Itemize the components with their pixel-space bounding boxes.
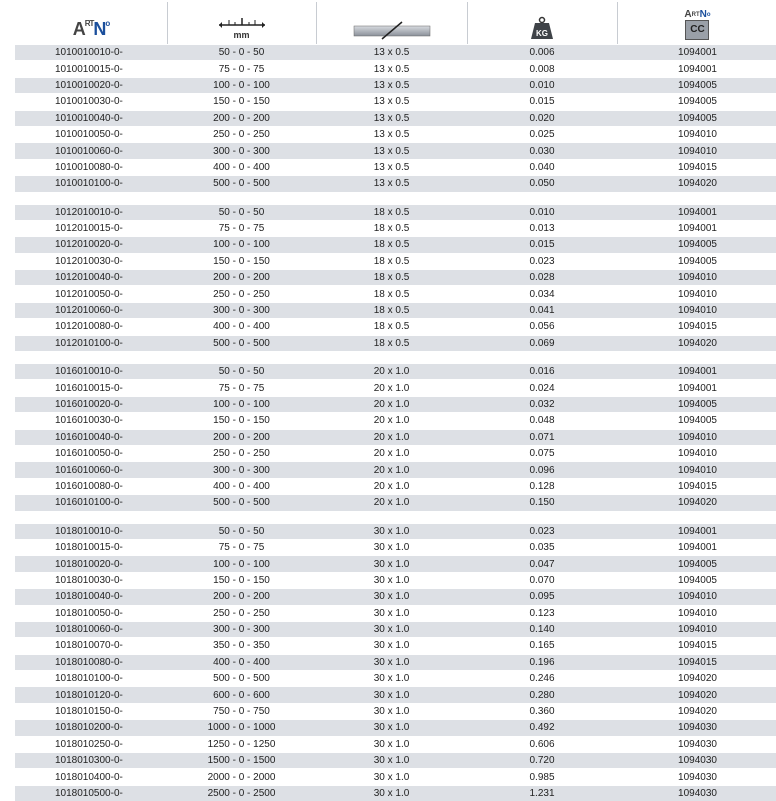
header-accessory-number [617, 0, 776, 45]
weight-cell: 0.069 [467, 335, 617, 351]
weight-cell: 0.041 [467, 302, 617, 318]
cross-section-cell: 30 x 1.0 [316, 671, 467, 687]
article-number-cell: 1010010060-0- [15, 143, 167, 159]
article-number-cell: 1010010015-0- [15, 61, 167, 77]
cross-section-cell: 20 x 1.0 [316, 364, 467, 380]
cross-section-cell: 20 x 1.0 [316, 478, 467, 494]
article-number-cell: 1016010050-0- [15, 445, 167, 461]
accessory-number-cell: 1094001 [617, 380, 776, 396]
table-row [15, 335, 776, 351]
scale-range-cell: 50 - 0 - 50 [167, 523, 316, 539]
article-number-cell: 1012010010-0- [15, 204, 167, 220]
header-cross-section [316, 0, 467, 45]
weight-cell: 0.025 [467, 126, 617, 142]
group-separator [15, 351, 776, 364]
table-row [15, 753, 776, 769]
article-number-cell: 1012010100-0- [15, 335, 167, 351]
article-number-cell: 1018010100-0- [15, 671, 167, 687]
accessory-number-cell: 1094005 [617, 413, 776, 429]
scale-range-cell: 1500 - 0 - 1500 [167, 753, 316, 769]
table-row [15, 237, 776, 253]
article-number-cell: 1018010120-0- [15, 687, 167, 703]
weight-cell: 0.048 [467, 413, 617, 429]
accessory-number-cell: 1094010 [617, 143, 776, 159]
weight-cell: 0.075 [467, 445, 617, 461]
table-row [15, 572, 776, 588]
weight-cell: 0.023 [467, 253, 617, 269]
weight-cell: 0.030 [467, 143, 617, 159]
table-row [15, 94, 776, 110]
cross-section-cell: 30 x 1.0 [316, 605, 467, 621]
accessory-number-cell: 1094005 [617, 556, 776, 572]
article-number-cell: 1012010030-0- [15, 253, 167, 269]
scale-range-cell: 100 - 0 - 100 [167, 77, 316, 93]
cross-section-cell: 30 x 1.0 [316, 736, 467, 752]
cross-section-cell: 18 x 0.5 [316, 237, 467, 253]
scale-range-cell: 100 - 0 - 100 [167, 237, 316, 253]
accessory-number-cell: 1094015 [617, 159, 776, 175]
article-number-cell: 1012010060-0- [15, 302, 167, 318]
cross-section-cell: 13 x 0.5 [316, 143, 467, 159]
cross-section-cell: 30 x 1.0 [316, 589, 467, 605]
weight-cell: 0.020 [467, 110, 617, 126]
scale-range-cell: 75 - 0 - 75 [167, 539, 316, 555]
accessory-number-cell: 1094010 [617, 429, 776, 445]
article-number-cell: 1018010020-0- [15, 556, 167, 572]
accessory-number-cell: 1094020 [617, 335, 776, 351]
article-number-cell: 1012010050-0- [15, 286, 167, 302]
article-number-cell: 1018010060-0- [15, 621, 167, 637]
cross-section-cell: 30 x 1.0 [316, 720, 467, 736]
article-number-cell: 1018010400-0- [15, 769, 167, 785]
accessory-number-cell: 1094030 [617, 753, 776, 769]
accessory-number-cell: 1094005 [617, 110, 776, 126]
scale-range-cell: 50 - 0 - 50 [167, 204, 316, 220]
accessory-number-cell: 1094005 [617, 237, 776, 253]
table-row [15, 413, 776, 429]
weight-cell: 0.150 [467, 495, 617, 511]
article-number-cell: 1010010080-0- [15, 159, 167, 175]
group-separator [15, 511, 776, 524]
article-number-cell: 1016010030-0- [15, 413, 167, 429]
article-number-cell: 1018010050-0- [15, 605, 167, 621]
accessory-number-cell: 1094030 [617, 736, 776, 752]
cross-section-cell: 20 x 1.0 [316, 396, 467, 412]
scale-range-cell: 75 - 0 - 75 [167, 61, 316, 77]
table-row [15, 380, 776, 396]
article-number-cell: 1010010010-0- [15, 45, 167, 61]
table-row [15, 302, 776, 318]
accessory-number-cell: 1094020 [617, 671, 776, 687]
header-row [15, 0, 776, 45]
cross-section-cell: 30 x 1.0 [316, 785, 467, 801]
unit-label: mm [233, 30, 249, 40]
table-row [15, 720, 776, 736]
cross-section-cell: 30 x 1.0 [316, 703, 467, 719]
scale-range-cell: 2500 - 0 - 2500 [167, 785, 316, 801]
accessory-number-icon: $A^{RT}N^o$ CC [684, 10, 710, 40]
table-row [15, 204, 776, 220]
weight-cell: 0.034 [467, 286, 617, 302]
cross-section-cell: 18 x 0.5 [316, 220, 467, 236]
table-row [15, 126, 776, 142]
table-row [15, 61, 776, 77]
header-weight [467, 0, 617, 45]
cross-section-cell: 30 x 1.0 [316, 687, 467, 703]
table-row [15, 77, 776, 93]
table-row [15, 176, 776, 192]
accessory-number-cell: 1094015 [617, 478, 776, 494]
article-number-cell: 1018010300-0- [15, 753, 167, 769]
scale-range-cell: 400 - 0 - 400 [167, 319, 316, 335]
cross-section-cell: 13 x 0.5 [316, 45, 467, 61]
weight-cell: 0.196 [467, 654, 617, 670]
table-row [15, 539, 776, 555]
accessory-number-cell: 1094010 [617, 621, 776, 637]
weight-cell: 0.360 [467, 703, 617, 719]
weight-cell: 0.280 [467, 687, 617, 703]
accessory-number-cell: 1094030 [617, 769, 776, 785]
article-number-cell: 1012010080-0- [15, 319, 167, 335]
scale-range-cell: 200 - 0 - 200 [167, 589, 316, 605]
weight-cell: 0.035 [467, 539, 617, 555]
cross-section-cell: 30 x 1.0 [316, 539, 467, 555]
table-row [15, 495, 776, 511]
table-row [15, 396, 776, 412]
cross-section-cell: 18 x 0.5 [316, 286, 467, 302]
cross-section-cell: 20 x 1.0 [316, 495, 467, 511]
scale-range-cell: 500 - 0 - 500 [167, 335, 316, 351]
weight-cell: 0.985 [467, 769, 617, 785]
table-row [15, 429, 776, 445]
table-row [15, 445, 776, 461]
scale-range-cell: 2000 - 0 - 2000 [167, 769, 316, 785]
scale-range-cell: 1000 - 0 - 1000 [167, 720, 316, 736]
cross-section-cell: 30 x 1.0 [316, 556, 467, 572]
accessory-number-cell: 1094005 [617, 572, 776, 588]
separator-cell [15, 511, 776, 524]
cross-section-cell: 18 x 0.5 [316, 253, 467, 269]
table-row [15, 286, 776, 302]
accessory-number-cell: 1094015 [617, 638, 776, 654]
accessory-number-cell: 1094030 [617, 785, 776, 801]
scale-range-cell: 50 - 0 - 50 [167, 364, 316, 380]
accessory-number-cell: 1094001 [617, 204, 776, 220]
scale-range-cell: 200 - 0 - 200 [167, 110, 316, 126]
table-row [15, 319, 776, 335]
weight-cell: 0.015 [467, 237, 617, 253]
cross-section-cell: 20 x 1.0 [316, 380, 467, 396]
article-number-cell: 1012010015-0- [15, 220, 167, 236]
cross-section-cell: 13 x 0.5 [316, 110, 467, 126]
tape-section-icon [352, 20, 432, 40]
scale-range-cell: 200 - 0 - 200 [167, 270, 316, 286]
svg-text:KG: KG [536, 29, 548, 38]
scale-range-cell: 75 - 0 - 75 [167, 380, 316, 396]
scale-range-cell: 250 - 0 - 250 [167, 605, 316, 621]
cross-section-cell: 30 x 1.0 [316, 523, 467, 539]
scale-range-cell: 350 - 0 - 350 [167, 638, 316, 654]
weight-cell: 0.140 [467, 621, 617, 637]
accessory-number-cell: 1094010 [617, 445, 776, 461]
header-article-number [15, 0, 167, 45]
article-number-cell: 1012010020-0- [15, 237, 167, 253]
cross-section-cell: 18 x 0.5 [316, 319, 467, 335]
scale-range-cell: 250 - 0 - 250 [167, 126, 316, 142]
weight-cell: 0.016 [467, 364, 617, 380]
weight-cell: 0.096 [467, 462, 617, 478]
table-row [15, 769, 776, 785]
accessory-number-cell: 1094020 [617, 703, 776, 719]
accessory-number-cell: 1094001 [617, 61, 776, 77]
weight-cell: 0.015 [467, 94, 617, 110]
table-row [15, 556, 776, 572]
cross-section-cell: 13 x 0.5 [316, 77, 467, 93]
table-row [15, 159, 776, 175]
article-number-cell: 1018010070-0- [15, 638, 167, 654]
accessory-number-cell: 1094020 [617, 687, 776, 703]
accessory-number-cell: 1094005 [617, 253, 776, 269]
scale-range-cell: 500 - 0 - 500 [167, 176, 316, 192]
accessory-number-cell: 1094015 [617, 654, 776, 670]
weight-cell: 0.013 [467, 220, 617, 236]
article-number-cell: 1016010100-0- [15, 495, 167, 511]
scale-range-cell: 400 - 0 - 400 [167, 159, 316, 175]
accessory-number-cell: 1094030 [617, 720, 776, 736]
weight-cell: 0.165 [467, 638, 617, 654]
cross-section-cell: 13 x 0.5 [316, 61, 467, 77]
weight-cell: 0.010 [467, 204, 617, 220]
weight-kg-icon [529, 16, 555, 40]
table-row [15, 478, 776, 494]
table-body [15, 45, 776, 801]
spec-table [15, 0, 776, 801]
article-number-cell: 1010010020-0- [15, 77, 167, 93]
table-row [15, 143, 776, 159]
table-row [15, 45, 776, 61]
cross-section-cell: 18 x 0.5 [316, 335, 467, 351]
cross-section-cell: 13 x 0.5 [316, 126, 467, 142]
scale-range-cell: 250 - 0 - 250 [167, 445, 316, 461]
table-row [15, 605, 776, 621]
separator-cell [15, 192, 776, 205]
weight-cell: 0.028 [467, 270, 617, 286]
cross-section-cell: 18 x 0.5 [316, 302, 467, 318]
weight-cell: 0.246 [467, 671, 617, 687]
article-number-cell: 1010010030-0- [15, 94, 167, 110]
article-number-icon: $A^{RT}N^o$ [73, 19, 110, 40]
accessory-number-cell: 1094010 [617, 302, 776, 318]
header-scale-range [167, 0, 316, 45]
accessory-number-cell: 1094020 [617, 176, 776, 192]
article-number-cell: 1016010015-0- [15, 380, 167, 396]
cross-section-cell: 20 x 1.0 [316, 445, 467, 461]
scale-range-cell: 1250 - 0 - 1250 [167, 736, 316, 752]
scale-range-cell: 300 - 0 - 300 [167, 621, 316, 637]
accessory-number-cell: 1094005 [617, 396, 776, 412]
cross-section-cell: 30 x 1.0 [316, 654, 467, 670]
scale-range-cell: 50 - 0 - 50 [167, 45, 316, 61]
scale-range-cell: 100 - 0 - 100 [167, 556, 316, 572]
accessory-number-cell: 1094001 [617, 523, 776, 539]
scale-range-cell: 150 - 0 - 150 [167, 413, 316, 429]
weight-cell: 0.123 [467, 605, 617, 621]
cross-section-cell: 20 x 1.0 [316, 429, 467, 445]
weight-cell: 0.070 [467, 572, 617, 588]
table-row [15, 703, 776, 719]
table-row [15, 654, 776, 670]
weight-cell: 0.023 [467, 523, 617, 539]
table-row [15, 736, 776, 752]
weight-cell: 0.032 [467, 396, 617, 412]
scale-range-cell: 400 - 0 - 400 [167, 654, 316, 670]
article-number-cell: 1016010060-0- [15, 462, 167, 478]
weight-cell: 0.720 [467, 753, 617, 769]
article-number-cell: 1010010050-0- [15, 126, 167, 142]
article-number-cell: 1010010040-0- [15, 110, 167, 126]
weight-cell: 0.606 [467, 736, 617, 752]
cross-section-cell: 30 x 1.0 [316, 621, 467, 637]
accessory-number-cell: 1094010 [617, 462, 776, 478]
scale-range-cell: 300 - 0 - 300 [167, 302, 316, 318]
scale-range-cell: 75 - 0 - 75 [167, 220, 316, 236]
weight-cell: 0.010 [467, 77, 617, 93]
table-row [15, 270, 776, 286]
scale-range-cell: 250 - 0 - 250 [167, 286, 316, 302]
scale-range-cell: 300 - 0 - 300 [167, 462, 316, 478]
accessory-number-cell: 1094020 [617, 495, 776, 511]
table-row [15, 671, 776, 687]
article-number-cell: 1018010040-0- [15, 589, 167, 605]
table-row [15, 687, 776, 703]
weight-cell: 0.050 [467, 176, 617, 192]
accessory-number-cell: 1094005 [617, 94, 776, 110]
article-number-cell: 1018010015-0- [15, 539, 167, 555]
weight-cell: 0.492 [467, 720, 617, 736]
article-number-cell: 1010010100-0- [15, 176, 167, 192]
cross-section-cell: 13 x 0.5 [316, 176, 467, 192]
weight-cell: 0.056 [467, 319, 617, 335]
table-row [15, 523, 776, 539]
article-number-cell: 1016010080-0- [15, 478, 167, 494]
article-number-cell: 1018010010-0- [15, 523, 167, 539]
table-row [15, 621, 776, 637]
cross-section-cell: 13 x 0.5 [316, 159, 467, 175]
article-number-cell: 1016010010-0- [15, 364, 167, 380]
scale-range-cell: 150 - 0 - 150 [167, 253, 316, 269]
ruler-icon [217, 17, 267, 29]
scale-range-cell: 500 - 0 - 500 [167, 495, 316, 511]
weight-cell: 0.008 [467, 61, 617, 77]
cross-section-cell: 30 x 1.0 [316, 572, 467, 588]
scale-range-cell: 150 - 0 - 150 [167, 94, 316, 110]
scale-range-cell: 300 - 0 - 300 [167, 143, 316, 159]
accessory-number-cell: 1094015 [617, 319, 776, 335]
table-row [15, 253, 776, 269]
cross-section-cell: 18 x 0.5 [316, 204, 467, 220]
scale-range-cell: 750 - 0 - 750 [167, 703, 316, 719]
table-row [15, 110, 776, 126]
article-number-cell: 1018010030-0- [15, 572, 167, 588]
scale-range-cell: 600 - 0 - 600 [167, 687, 316, 703]
separator-cell [15, 351, 776, 364]
cross-section-cell: 20 x 1.0 [316, 462, 467, 478]
article-number-cell: 1012010040-0- [15, 270, 167, 286]
article-number-cell: 1016010040-0- [15, 429, 167, 445]
accessory-number-cell: 1094010 [617, 286, 776, 302]
accessory-number-cell: 1094001 [617, 364, 776, 380]
scale-range-cell: 200 - 0 - 200 [167, 429, 316, 445]
cross-section-cell: 20 x 1.0 [316, 413, 467, 429]
cross-section-cell: 30 x 1.0 [316, 638, 467, 654]
weight-cell: 0.071 [467, 429, 617, 445]
cross-section-cell: 30 x 1.0 [316, 769, 467, 785]
cross-section-cell: 18 x 0.5 [316, 270, 467, 286]
table-row [15, 638, 776, 654]
weight-cell: 0.047 [467, 556, 617, 572]
article-number-cell: 1018010250-0- [15, 736, 167, 752]
group-separator [15, 192, 776, 205]
scale-range-cell: 150 - 0 - 150 [167, 572, 316, 588]
article-number-cell: 1018010500-0- [15, 785, 167, 801]
article-number-cell: 1018010150-0- [15, 703, 167, 719]
accessory-number-cell: 1094001 [617, 539, 776, 555]
table-row [15, 589, 776, 605]
weight-cell: 0.024 [467, 380, 617, 396]
scale-range-cell: 400 - 0 - 400 [167, 478, 316, 494]
article-number-cell: 1016010020-0- [15, 396, 167, 412]
accessory-number-cell: 1094001 [617, 220, 776, 236]
cross-section-cell: 13 x 0.5 [316, 94, 467, 110]
table-row [15, 364, 776, 380]
accessory-number-cell: 1094010 [617, 589, 776, 605]
accessory-number-cell: 1094010 [617, 270, 776, 286]
weight-cell: 0.040 [467, 159, 617, 175]
accessory-number-cell: 1094001 [617, 45, 776, 61]
scale-range-cell: 500 - 0 - 500 [167, 671, 316, 687]
table-row [15, 462, 776, 478]
table-row [15, 785, 776, 801]
accessory-number-cell: 1094010 [617, 605, 776, 621]
table-row [15, 220, 776, 236]
accessory-number-cell: 1094010 [617, 126, 776, 142]
weight-cell: 1.231 [467, 785, 617, 801]
weight-cell: 0.128 [467, 478, 617, 494]
accessory-number-cell: 1094005 [617, 77, 776, 93]
weight-cell: 0.095 [467, 589, 617, 605]
weight-cell: 0.006 [467, 45, 617, 61]
cross-section-cell: 30 x 1.0 [316, 753, 467, 769]
article-number-cell: 1018010200-0- [15, 720, 167, 736]
scale-range-cell: 100 - 0 - 100 [167, 396, 316, 412]
article-number-cell: 1018010080-0- [15, 654, 167, 670]
